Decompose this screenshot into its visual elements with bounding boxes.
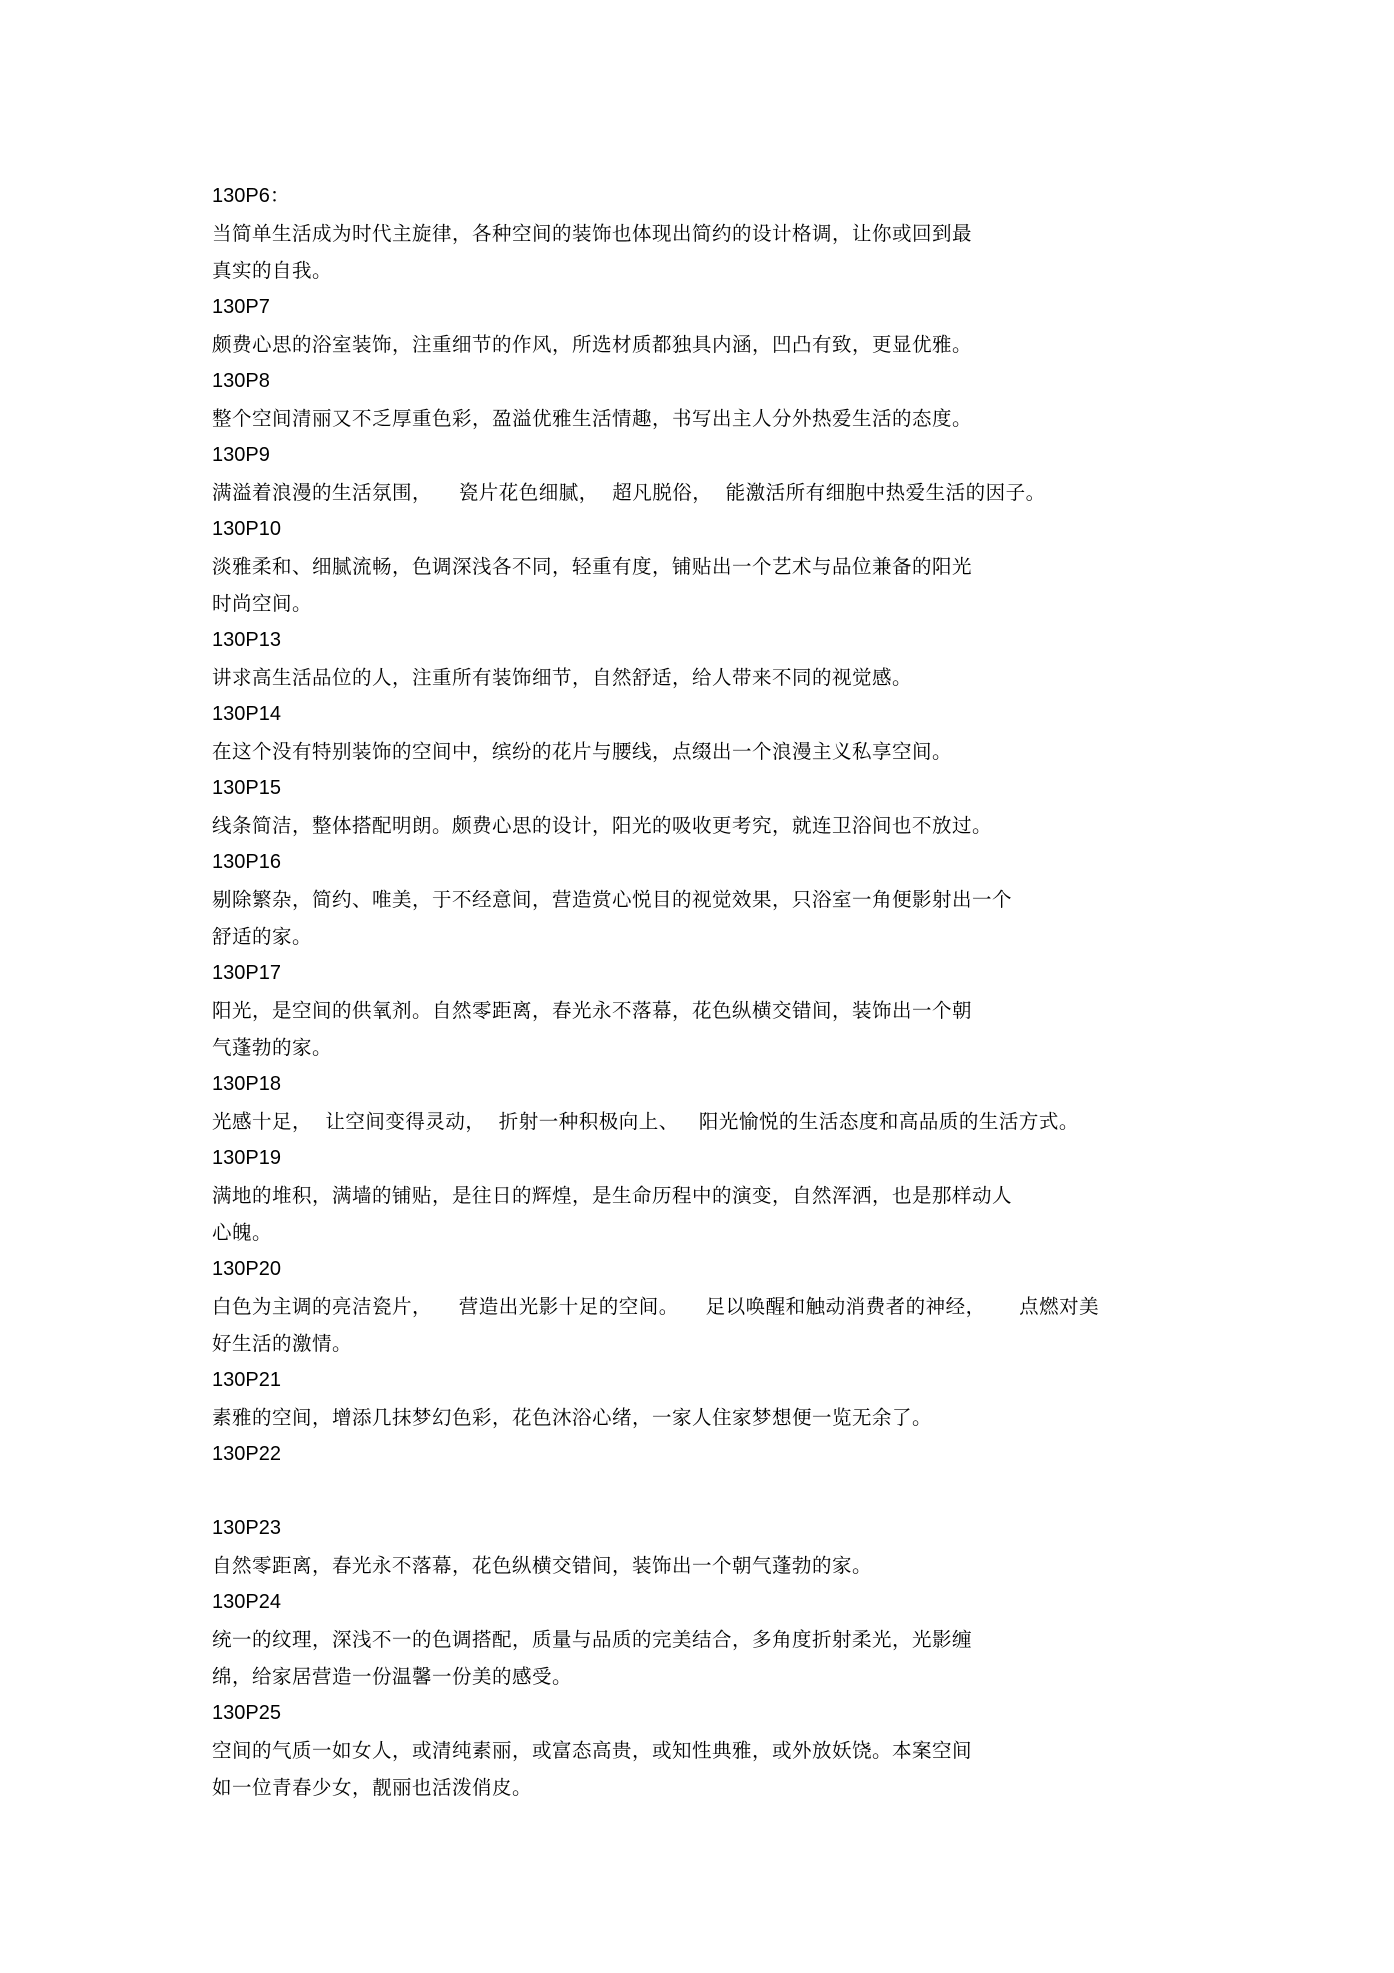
entry-text-line: 颇费心思的浴室装饰，注重细节的作风，所选材质都独具内涵，凹凸有致，更显优雅。 [212, 333, 973, 356]
entry-code: 130P6： [212, 185, 290, 207]
entry-text-line: 在这个没有特别装饰的空间中，缤纷的花片与腰线，点缀出一个浪漫主义私享空间。 [212, 740, 953, 763]
entry-code: 130P7 [212, 296, 270, 318]
entry-text-line: 阳光，是空间的供氧剂。自然零距离，春光永不落幕，花色纵横交错间，装饰出一个朝 [212, 999, 973, 1022]
entry-130p23 [212, 1510, 1212, 1584]
entry-130p17 [212, 955, 1212, 1066]
entry-text-line: 素雅的空间，增添几抹梦幻色彩，花色沐浴心绪，一家人住家梦想便一览无余了。 [212, 1406, 933, 1429]
entry-code: 130P23 [212, 1517, 281, 1539]
entry-text-line: 自然零距离，春光永不落幕，花色纵横交错间，装饰出一个朝气蓬勃的家。 [212, 1554, 873, 1577]
entry-code: 130P8 [212, 370, 270, 392]
entry-text-line: 讲求高生活品位的人，注重所有装饰细节，自然舒适，给人带来不同的视觉感。 [212, 666, 913, 689]
entry-130p25 [212, 1695, 1212, 1806]
entry-130p15 [212, 770, 1212, 844]
entry-text-line: 心魄。 [212, 1221, 273, 1244]
entry-130p16 [212, 844, 1212, 955]
entry-code: 130P9 [212, 444, 270, 466]
entry-text-line: 光感十足， 让空间变得灵动， 折射一种积极向上、 阳光愉悦的生活态度和高品质的生活方式。 [212, 1110, 1079, 1133]
entry-130p10 [212, 511, 1212, 622]
entry-code: 130P21 [212, 1369, 281, 1391]
entry-130p18 [212, 1066, 1212, 1140]
entry-130p20 [212, 1251, 1212, 1362]
entry-text-line: 如一位青春少女，靓丽也活泼俏皮。 [212, 1776, 533, 1799]
entry-text-line [212, 1473, 1212, 1510]
entry-text-line: 绵，给家居营造一份温馨一份美的感受。 [212, 1665, 573, 1688]
entry-130p9 [212, 437, 1212, 511]
entry-text-line: 白色为主调的亮洁瓷片， 营造出光影十足的空间。 足以唤醒和触动消费者的神经， 点燃对美 [212, 1295, 1100, 1318]
entry-130p7 [212, 289, 1212, 363]
entry-130p8 [212, 363, 1212, 437]
entry-130p24 [212, 1584, 1212, 1695]
entry-text-line: 剔除繁杂，简约、唯美，于不经意间，营造赏心悦目的视觉效果，只浴室一角便影射出一个 [212, 888, 1013, 911]
entry-text-line: 整个空间清丽又不乏厚重色彩，盈溢优雅生活情趣，书写出主人分外热爱生活的态度。 [212, 407, 973, 430]
entry-code: 130P22 [212, 1443, 281, 1465]
entry-text-line: 时尚空间。 [212, 592, 313, 615]
entry-text-line: 线条简洁，整体搭配明朗。颇费心思的设计，阳光的吸收更考究，就连卫浴间也不放过。 [212, 814, 993, 837]
entry-130p13 [212, 622, 1212, 696]
document-body [212, 178, 1212, 1806]
entry-code: 130P10 [212, 518, 281, 540]
entry-code: 130P20 [212, 1258, 281, 1280]
entry-130p14 [212, 696, 1212, 770]
entry-code: 130P14 [212, 703, 281, 725]
entry-130p22 [212, 1436, 1212, 1510]
entry-text-line: 空间的气质一如女人，或清纯素丽，或富态高贵，或知性典雅，或外放妖饶。本案空间 [212, 1739, 973, 1762]
entry-code: 130P13 [212, 629, 281, 651]
entry-text-line: 满地的堆积，满墙的铺贴，是往日的辉煌，是生命历程中的演变，自然浑洒，也是那样动人 [212, 1184, 1013, 1207]
entry-code: 130P15 [212, 777, 281, 799]
entry-text-line: 真实的自我。 [212, 259, 333, 282]
entry-130p21 [212, 1362, 1212, 1436]
entry-text-line: 统一的纹理，深浅不一的色调搭配，质量与品质的完美结合，多角度折射柔光，光影缠 [212, 1628, 973, 1651]
entry-text-line: 好生活的激情。 [212, 1332, 353, 1355]
entry-text-line: 舒适的家。 [212, 925, 313, 948]
entry-130p6 [212, 178, 1212, 289]
entry-code: 130P18 [212, 1073, 281, 1095]
entry-text-line: 当简单生活成为时代主旋律，各种空间的装饰也体现出简约的设计格调，让你或回到最 [212, 222, 973, 245]
entry-code: 130P25 [212, 1702, 281, 1724]
entry-130p19 [212, 1140, 1212, 1251]
entry-text-line: 满溢着浪漫的生活氛围， 瓷片花色细腻， 超凡脱俗， 能激活所有细胞中热爱生活的因子。 [212, 481, 1046, 504]
entry-text-line: 气蓬勃的家。 [212, 1036, 333, 1059]
entry-code: 130P16 [212, 851, 281, 873]
entry-text-line: 淡雅柔和、细腻流畅，色调深浅各不同，轻重有度，铺贴出一个艺术与品位兼备的阳光 [212, 555, 973, 578]
entry-code: 130P24 [212, 1591, 281, 1613]
entry-code: 130P17 [212, 962, 281, 984]
entry-code: 130P19 [212, 1147, 281, 1169]
